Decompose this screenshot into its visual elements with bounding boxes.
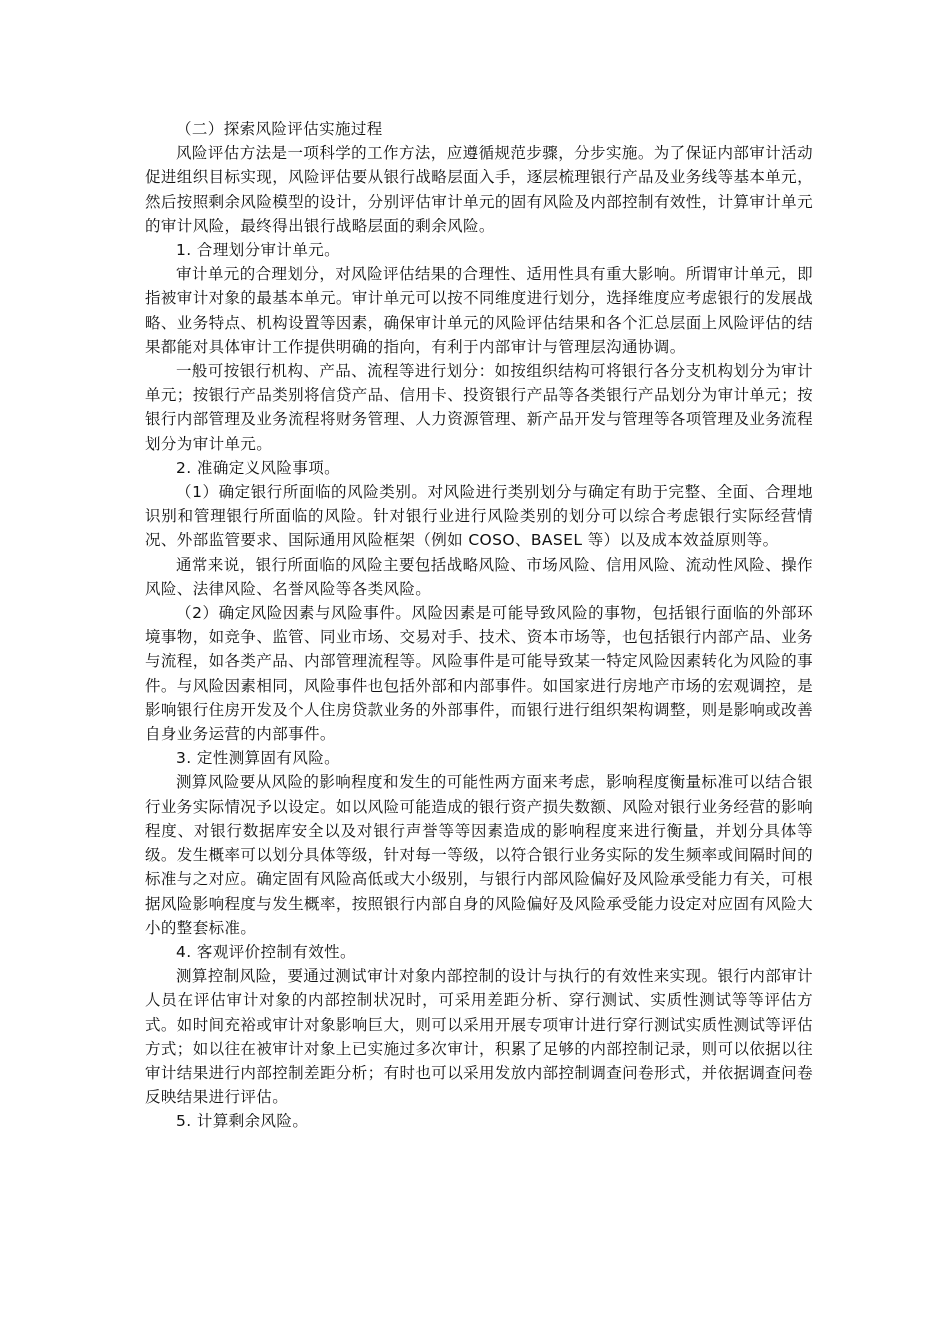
intro-paragraph: 风险评估方法是一项科学的工作方法，应遵循规范步骤，分步实施。为了保证内部审计活动促进组织目标实现，风险评估要从银行战略层面入手，逐层梳理银行产品及业务线等基本单元，然后按照剩余风险模型的设计，分别评估审计单元的固有风险及内部控制有效性，计算审计单元的审计风险，最终得出银行战略层面的剩余风险。 <box>145 144 813 235</box>
step4-paragraph-1: 测算控制风险，要通过测试审计对象内部控制的设计与执行的有效性来实现。银行内部审计人员在评估审计对象的内部控制状况时，可采用差距分析、穿行测试、实质性测试等等评估方式。如时间充裕或审计对象影响巨大，则可以采用开展专项审计进行穿行测试实质性测试等评估方式；如以往在被审计对象上已实施过多次审计，积累了足够的内部控制记录，则可以依据以往审计结果进行内部控制差距分析；有时也可以采用发放内部控制调查问卷形式，并依据调查问卷反映结果进行评估。 <box>145 967 813 1107</box>
step2-paragraph-3: （2）确定风险因素与风险事件。风险因素是可能导致风险的事物，包括银行面临的外部环境事物，如竞争、监管、同业市场、交易对手、技术、资本市场等，也包括银行内部产品、业务与流程，如各类产品、内部管理流程等。风险事件是可能导致某一特定风险因素转化为风险的事件。与风险因素相同，风险事件也包括外部和内部事件。如国家进行房地产市场的宏观调控，是影响银行住房开发及个人住房贷款业务的外部事件，而银行进行组织架构调整，则是影响或改善自身业务运营的内部事件。 <box>145 604 813 744</box>
step2-heading: 2. 准确定义风险事项。 <box>176 458 341 477</box>
step1-heading: 1. 合理划分审计单元。 <box>176 241 341 260</box>
step1-paragraph-1: 审计单元的合理划分，对风险评估结果的合理性、适用性具有重大影响。所谓审计单元，即指被审计对象的最基本单元。审计单元可以按不同维度进行划分，选择维度应考虑银行的发展战略、业务特点、机构设置等因素，确保审计单元的风险评估结果和各个汇总层面上风险评估的结果都能对具体审计工作提供明确的指向，有利于内部审计与管理层沟通协调。 <box>145 265 813 356</box>
step3-paragraph-1: 测算风险要从风险的影响程度和发生的可能性两方面来考虑，影响程度衡量标准可以结合银行业务实际情况予以设定。如以风险可能造成的银行资产损失数额、风险对银行业务经营的影响程度、对银行数据库安全以及对银行声誉等等因素造成的影响程度来进行衡量，并划分具体等级。发生概率可以划分具体等级，针对每一等级，以符合银行业务实际的发生频率或间隔时间的标准与之对应。确定固有风险高低或大小级别，与银行内部风险偏好及风险承受能力有关，可根据风险影响程度与发生概率，按照银行内部自身的风险偏好及风险承受能力设定对应固有风险大小的整套标准。 <box>145 773 813 937</box>
step3-heading: 3. 定性测算固有风险。 <box>176 749 341 768</box>
document-body <box>145 117 813 1134</box>
step1-paragraph-2: 一般可按银行机构、产品、流程等进行划分：如按组织结构可将银行各分支机构划分为审计单元；按银行产品类别将信贷产品、信用卡、投资银行产品等各类银行产品划分为审计单元；按银行内部管理及业务流程将财务管理、人力资源管理、新产品开发与管理等各项管理及业务流程划分为审计单元。 <box>145 362 813 453</box>
section-title: （二）探索风险评估实施过程 <box>176 120 383 138</box>
step2-paragraph-1: （1）确定银行所面临的风险类别。对风险进行类别划分与确定有助于完整、全面、合理地识别和管理银行所面临的风险。针对银行业进行风险类别的划分可以综合考虑银行实际经营情况、外部监管要求、国际通用风险框架（例如 COSO、BASEL 等）以及成本效益原则等。 <box>145 483 813 550</box>
step5-heading: 5. 计算剩余风险。 <box>176 1112 309 1131</box>
step2-paragraph-2: 通常来说，银行所面临的风险主要包括战略风险、市场风险、信用风险、流动性风险、操作风险、法律风险、名誉风险等各类风险。 <box>145 555 813 598</box>
step4-heading: 4. 客观评价控制有效性。 <box>176 942 356 961</box>
